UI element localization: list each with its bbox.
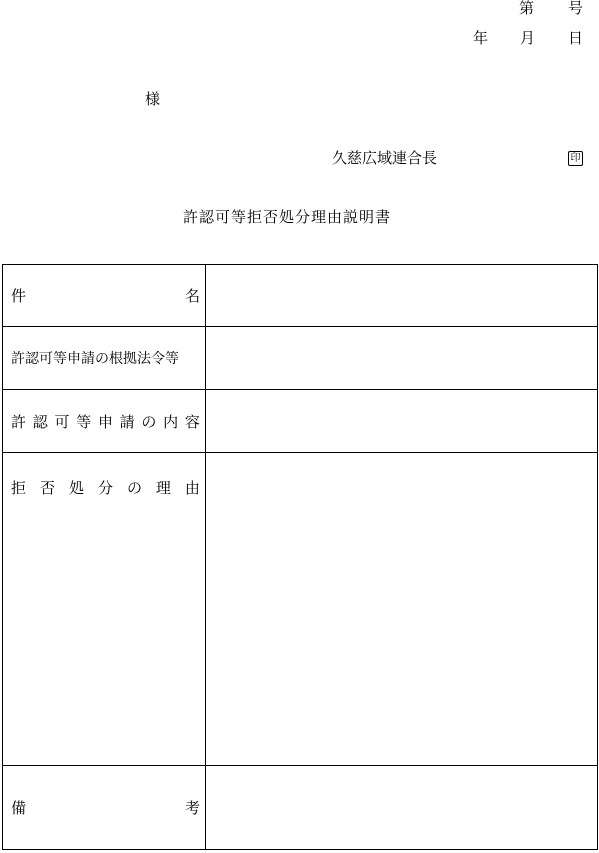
row-label-cell [3,265,206,327]
row-label-cell [3,766,206,850]
row-label-cell [3,327,206,390]
row-label-cell [3,453,206,766]
date-day: 日 [568,29,584,47]
value-rejection-reason[interactable] [206,453,598,766]
date-month: 月 [520,29,536,47]
label-case-name: 件 名 [11,287,200,305]
table-row [3,766,598,850]
label-remarks: 備 考 [11,799,200,817]
document-title: 許認可等拒否処分理由説明書 [183,208,392,226]
reason-table [2,264,598,850]
row-label-cell [3,390,206,453]
label-rejection-reason: 拒 否 処 分 の 理 由 [11,479,200,497]
label-application-content: 許 認 可 等 申 請 の 内 容 [11,412,200,431]
number-gou: 号 [568,0,584,17]
table-row [3,327,598,390]
value-legal-basis[interactable] [206,327,598,390]
number-dai: 第 [519,0,535,17]
issuer-name: 久慈広域連合長 [332,149,438,167]
value-remarks[interactable] [206,766,598,850]
table-row [3,265,598,327]
date-year: 年 [473,29,489,47]
value-case-name[interactable] [206,265,598,327]
value-application-content[interactable] [206,390,598,453]
label-legal-basis: 許認可等申請の根拠法令等 [11,351,179,367]
seal-icon: 印 [568,151,583,166]
table-row [3,390,598,453]
recipient-suffix: 様 [145,90,161,108]
table-row [3,453,598,766]
